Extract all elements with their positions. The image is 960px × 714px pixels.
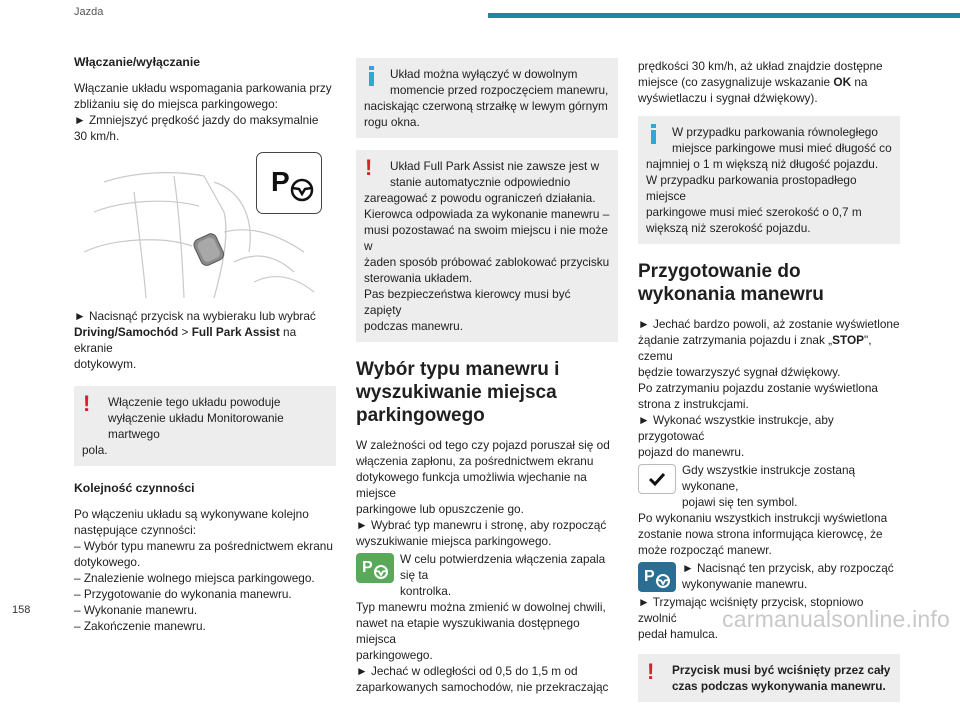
page-number: 158 bbox=[12, 604, 31, 616]
list-item: – Znalezienie wolnego miejsca parkingowego. bbox=[74, 571, 315, 585]
text-line: 30 km/h. bbox=[74, 129, 120, 143]
warning-box-limitations bbox=[356, 150, 618, 342]
text-line: W zależności od tego czy pojazd poruszał się od bbox=[356, 438, 610, 452]
warning-text bbox=[82, 391, 328, 442]
text-line: prędkości 30 km/h, aż układ znajdzie dostępne bbox=[638, 59, 883, 73]
text-line: momencie przed rozpoczęciem manewru, bbox=[390, 83, 609, 97]
text-line: parkingowe musi mieć szerokość o 0,7 m bbox=[646, 205, 862, 219]
after-indicator-paragraph bbox=[356, 599, 618, 695]
after-check-paragraph bbox=[638, 510, 900, 558]
text-line: włączenia zapłonu, za pośrednictwem ekranu bbox=[356, 454, 594, 468]
text-line: większą niż szerokość pojazdu. bbox=[646, 221, 811, 235]
text-line: ► Nacisnąć ten przycisk, aby rozpocząć bbox=[682, 561, 894, 575]
park-assist-start-icon bbox=[638, 562, 676, 592]
text-line: czas podczas wykonywania manewru. bbox=[672, 679, 886, 693]
press-button-paragraph bbox=[74, 308, 336, 372]
text-line: nawet na etapie wyszukiwania dostępnego miejsca bbox=[356, 616, 580, 646]
text-line: musi pozostawać na swoim miejscu i nie może w bbox=[364, 223, 608, 253]
text-line: Po włączeniu układu są wykonywane kolejno bbox=[74, 507, 309, 521]
text-line: Po wykonaniu wszystkich instrukcji wyświetlona bbox=[638, 511, 888, 525]
text-line: wyłączenie układu Monitorowanie martwego bbox=[108, 411, 284, 441]
list-item: – Zakończenie manewru. bbox=[74, 619, 206, 633]
text-line: najmniej o 1 m większą niż długość pojazdu. bbox=[646, 157, 879, 171]
menu-path-separator: > bbox=[178, 325, 192, 339]
checkmark-text bbox=[638, 462, 900, 510]
text-fragment: ", czemu bbox=[638, 333, 872, 363]
text-line: ► Trzymając wciśnięty przycisk, stopniowo zwolnić bbox=[638, 595, 864, 625]
text-line: W przypadku parkowania równoległego bbox=[672, 125, 878, 139]
onoff-paragraph bbox=[74, 80, 336, 144]
text-line: żaden sposób próbować zablokować przycisku bbox=[364, 255, 610, 269]
park-letter: P bbox=[271, 166, 290, 197]
text-line: ► Wykonać wszystkie instrukcje, aby przygotować bbox=[638, 413, 834, 443]
text-fragment: żądanie zatrzymania pojazdu i znak „ bbox=[638, 333, 833, 347]
preparation-paragraph bbox=[638, 316, 900, 460]
steering-wheel-icon bbox=[289, 177, 315, 203]
indicator-text bbox=[356, 551, 618, 599]
text-line: sterowania układem. bbox=[364, 271, 473, 285]
text-fragment: na ekranie bbox=[74, 325, 297, 355]
text-line: Włączanie układu wspomagania parkowania przy bbox=[74, 81, 332, 95]
text-line: następujące czynności: bbox=[74, 523, 196, 537]
svg-text:P: P bbox=[362, 559, 373, 576]
text-fragment: na bbox=[851, 75, 868, 89]
watermark: carmanualsonline.info bbox=[722, 606, 950, 632]
text-line: Przycisk musi być wciśnięty przez cały bbox=[672, 663, 891, 677]
warning-text bbox=[646, 659, 892, 694]
text-line: miejsce parkingowe musi mieć długość co bbox=[672, 141, 892, 155]
choice-paragraph bbox=[356, 437, 618, 549]
text-line: ► Zmniejszyć prędkość jazdy do maksymalnie bbox=[74, 113, 319, 127]
ok-indicator-text: OK bbox=[833, 75, 852, 89]
info-icon bbox=[365, 66, 379, 86]
park-assist-lamp-icon bbox=[356, 553, 394, 583]
info-box-disable bbox=[356, 58, 618, 138]
text-line: Gdy wszystkie instrukcje zostaną wykonane, bbox=[682, 463, 856, 493]
continuation-paragraph bbox=[638, 58, 900, 106]
info-text bbox=[364, 66, 610, 98]
text-line: W celu potwierdzenia włączenia zapala się ta bbox=[400, 552, 606, 582]
text-line: wyświetlaczu i sygnał dźwiękowy). bbox=[638, 91, 818, 105]
warning-exclamation-icon: ! bbox=[83, 391, 91, 416]
gear-selector-illustration bbox=[74, 152, 336, 298]
checkmark-row bbox=[638, 462, 900, 510]
warning-text bbox=[364, 155, 610, 190]
text-line: może rozpocząć manewr. bbox=[638, 543, 772, 557]
indicator-lamp-row bbox=[356, 551, 618, 599]
text-line: Układ Full Park Assist nie zawsze jest w bbox=[390, 159, 600, 173]
column-2 bbox=[356, 58, 618, 703]
info-icon bbox=[647, 124, 661, 144]
menu-path-line bbox=[74, 324, 336, 356]
text-line: zostanie nowa strona informująca kierowcę, że bbox=[638, 527, 883, 541]
menu-path-driving: Driving/Samochód bbox=[74, 325, 179, 339]
ok-line bbox=[638, 74, 900, 90]
text-line: pojawi się ten symbol. bbox=[682, 495, 798, 509]
text-line: dotykowego funkcja umożliwia wjechanie na miejsce bbox=[356, 470, 587, 500]
stop-line bbox=[638, 332, 900, 364]
warning-box-hold-button bbox=[638, 654, 900, 702]
text-line: Po zatrzymaniu pojazdu zostanie wyświetlona bbox=[638, 381, 878, 395]
text-line: Układ można wyłączyć w dowolnym bbox=[390, 67, 578, 81]
list-item: – Wykonanie manewru. bbox=[74, 603, 198, 617]
text-line: ► Jechać bardzo powoli, aż zostanie wyświetlone bbox=[638, 317, 900, 331]
text-line: strona z instrukcjami. bbox=[638, 397, 749, 411]
text-line: naciskając czerwoną strzałkę w lewym górnym bbox=[364, 99, 608, 113]
warning-exclamation-icon: ! bbox=[647, 659, 655, 684]
svg-text:P: P bbox=[644, 568, 655, 585]
text-line: pedał hamulca. bbox=[638, 627, 719, 641]
text-line: kontrolka. bbox=[400, 584, 452, 598]
heading-maneuver-choice: Wybór typu manewru i wyszukiwanie miejsca parkingowego bbox=[356, 359, 560, 426]
park-assist-button-symbol bbox=[256, 152, 322, 214]
text-line: rogu okna. bbox=[364, 115, 420, 129]
list-item: – Wybór typu manewru za pośrednictwem ekranu bbox=[74, 539, 333, 553]
info-box-space-size bbox=[638, 116, 900, 244]
text-line: ► Jechać w odległości od 0,5 do 1,5 m od bbox=[356, 664, 578, 678]
text-line: W przypadku parkowania prostopadłego miejsce bbox=[646, 173, 857, 203]
start-button-row bbox=[638, 560, 900, 594]
text-line: Kierowca odpowiada za wykonanie manewru – bbox=[364, 207, 610, 221]
text-fragment: miejsce (co zasygnalizuje wskazanie bbox=[638, 75, 834, 89]
warning-box-blind-spot bbox=[74, 386, 336, 466]
list-item: – Przygotowanie do wykonania manewru. bbox=[74, 587, 292, 601]
warning-exclamation-icon: ! bbox=[365, 155, 373, 180]
text-line: będzie towarzyszyć sygnał dźwiękowy. bbox=[638, 365, 841, 379]
text-line: Włączenie tego układu powoduje bbox=[108, 395, 281, 409]
heading-preparation: Przygotowanie do wykonania manewru bbox=[638, 261, 824, 305]
checkmark-icon bbox=[638, 464, 676, 494]
column-1 bbox=[74, 54, 336, 642]
text-line: wykonywanie manewru. bbox=[682, 577, 808, 591]
text-line: zareagować z powodu ograniczeń działania. bbox=[364, 191, 596, 205]
text-line: Pas bezpieczeństwa kierowcy musi być zapięty bbox=[364, 287, 571, 317]
text-line: zaparkowanych samochodów, nie przekraczając bbox=[356, 680, 609, 694]
list-item: dotykowego. bbox=[74, 555, 141, 569]
text-line: parkingowego. bbox=[356, 648, 433, 662]
heading-order: Kolejność czynności bbox=[74, 481, 195, 495]
running-header: Jazda bbox=[74, 6, 104, 18]
start-button-text bbox=[638, 560, 900, 592]
text-line: ► Nacisnąć przycisk na wybieraku lub wybrać bbox=[74, 309, 316, 323]
text-line: Typ manewru można zmienić w dowolnej chwili, bbox=[356, 600, 606, 614]
order-paragraph bbox=[74, 506, 336, 634]
text-line: pojazd do manewru. bbox=[638, 445, 745, 459]
text-line: parkingowe lub opuszczenie go. bbox=[356, 502, 524, 516]
header-accent-bar bbox=[488, 13, 960, 18]
text-line: podczas manewru. bbox=[364, 319, 464, 333]
menu-path-full-park-assist: Full Park Assist bbox=[191, 325, 280, 339]
text-line: pola. bbox=[82, 443, 108, 457]
heading-on-off: Włączanie/wyłączanie bbox=[74, 55, 200, 69]
text-line: stanie automatycznie odpowiednio bbox=[390, 175, 571, 189]
info-text bbox=[646, 124, 892, 156]
text-line: wyszukiwanie miejsca parkingowego. bbox=[356, 534, 552, 548]
text-line: ► Wybrać typ manewru i stronę, aby rozpocząć bbox=[356, 518, 607, 532]
text-line: zbliżaniu się do miejsca parkingowego: bbox=[74, 97, 278, 111]
stop-sign-text: STOP bbox=[832, 333, 865, 347]
text-line: dotykowym. bbox=[74, 357, 137, 371]
